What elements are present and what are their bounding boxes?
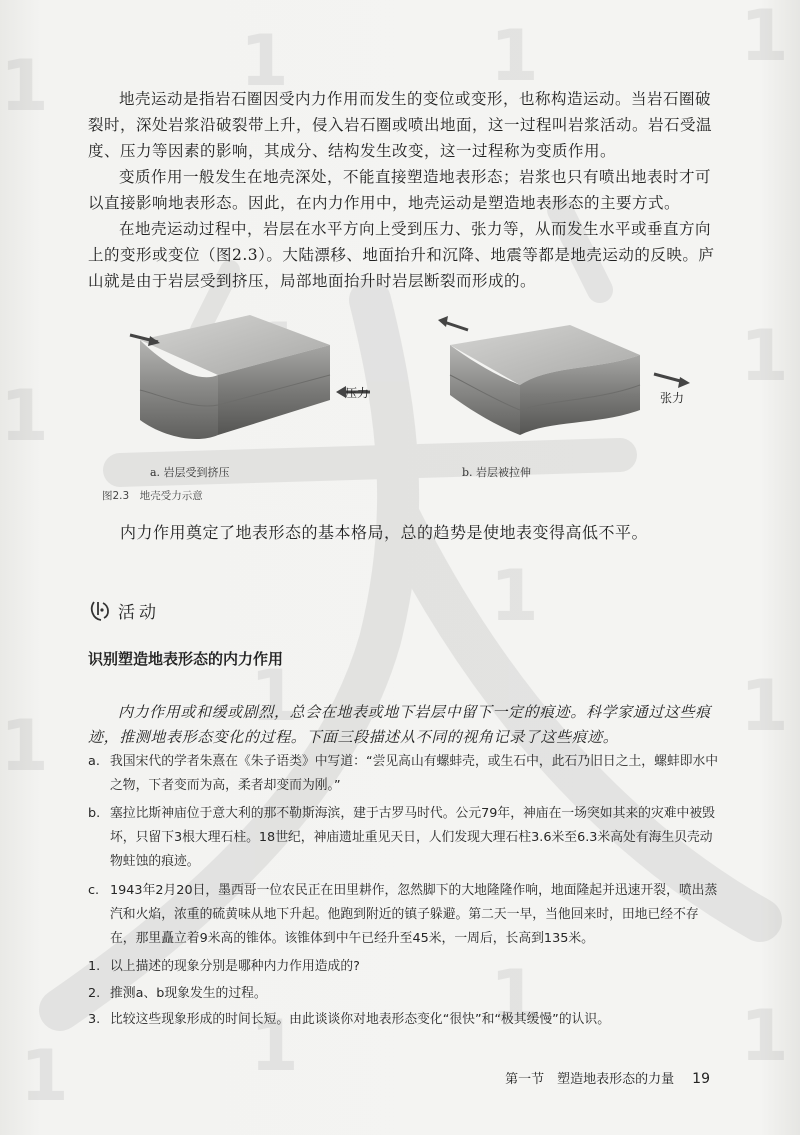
svg-text:1: 1 xyxy=(490,15,539,97)
activity-intro: 内力作用或和缓或剧烈，总会在地表或地下岩层中留下一定的痕迹。科学家通过这些痕迹，推测地表形态变化的过程。下面三段描述从不同的视角记录了这些痕迹。 xyxy=(88,703,711,746)
svg-text:1: 1 xyxy=(740,315,789,397)
svg-text:1: 1 xyxy=(20,1035,69,1117)
question-text: 以上描述的现象分别是哪种内力作用造成的? xyxy=(110,959,360,974)
question-number: 1. xyxy=(88,959,101,974)
caption-compression: a. 岩层受到挤压 xyxy=(150,466,230,479)
item-text: 1943年2月20日，墨西哥一位农民正在田里耕作，忽然脚下的大地隆隆作响，地面隆起并迅速开裂，喷出蒸汽和火焰，浓重的硫黄味从地下升起。他跑到附近的镇子躲避。第二天一早，当他回来时，田地已经不存在，那里矗立着9米高的锥体。该锥体到中午已经升至45米，一周后，长高到135米。 xyxy=(110,883,718,946)
question-text: 比较这些现象形成的时间长短。由此谈谈你对地表形态变化“很快”和“极其缓慢”的认识。 xyxy=(110,1012,611,1027)
page-number: 19 xyxy=(692,1071,710,1087)
svg-text:1: 1 xyxy=(740,665,789,747)
question-item xyxy=(88,955,724,979)
svg-text:1: 1 xyxy=(0,375,49,457)
svg-text:1: 1 xyxy=(0,45,49,127)
list-item xyxy=(88,879,724,951)
svg-text:1: 1 xyxy=(250,1005,299,1087)
item-text: 我国宋代的学者朱熹在《朱子语类》中写道：“尝见高山有螺蚌壳，或生石中，此石乃旧日之土，螺蚌即水中之物，下者变而为高，柔者却变而为刚。” xyxy=(110,754,719,793)
item-marker: b. xyxy=(88,806,101,821)
block-compression xyxy=(130,315,370,439)
page-footer xyxy=(505,1068,710,1087)
paragraph-metamorphism: 变质作用一般发生在地壳深处，不能直接塑造地表形态；岩浆也只有喷出地表时才可以直接影响地表形态。因此，在内力作用中，地壳运动是塑造地表形态的主要方式。 xyxy=(88,168,712,212)
activity-label: 活动 xyxy=(118,603,160,623)
paragraph-crustal-movement: 地壳运动是指岩石圈因受内力作用而发生的变位或变形，也称构造运动。当岩石圈破裂时，深处岩浆沿破裂带上升，侵入岩石圈或喷出地面，这一过程叫岩浆活动。岩石受温度、压力等因素的影响，其成分、结构发生改变，这一过程称为变质作用。 xyxy=(88,90,713,160)
svg-text:1: 1 xyxy=(740,995,789,1077)
question-text: 推测a、b现象发生的过程。 xyxy=(110,986,267,1001)
paragraph-summary: 内力作用奠定了地表形态的基本格局，总的趋势是使地表变得高低不平。 xyxy=(120,523,649,542)
item-marker: a. xyxy=(88,754,100,769)
svg-text:1: 1 xyxy=(490,955,539,1037)
svg-text:1: 1 xyxy=(0,705,49,787)
svg-text:1: 1 xyxy=(740,0,789,77)
question-number: 2. xyxy=(88,986,101,1001)
question-item xyxy=(88,982,724,1006)
list-item xyxy=(88,802,724,874)
svg-text:1: 1 xyxy=(490,555,539,637)
activity-icon xyxy=(90,599,112,623)
activity-header xyxy=(90,598,160,623)
caption-tension: b. 岩层被拉伸 xyxy=(462,466,532,479)
question-number: 3. xyxy=(88,1012,101,1027)
paragraph-deformation: 在地壳运动过程中，岩层在水平方向上受到压力、张力等，从而发生水平或垂直方向上的变形或变位（图2.3）。大陆漂移、地面抬升和沉降、地震等都是地壳运动的反映。庐山就是由于岩层受到挤压，局部地面抬升时岩层断裂而形成的。 xyxy=(88,220,715,290)
block-tension xyxy=(438,316,690,435)
item-marker: c. xyxy=(88,883,100,898)
label-compression: 压力 xyxy=(345,386,370,400)
activity-heading: 识别塑造地表形态的内力作用 xyxy=(88,650,284,668)
label-tension: 张力 xyxy=(660,391,685,405)
question-item xyxy=(88,1008,724,1032)
item-text: 塞拉比斯神庙位于意大利的那不勒斯海滨，建于古罗马时代。公元79年，神庙在一场突如其来的灾难中被毁坏，只留下3根大理石柱。18世纪，神庙遗址重见天日，人们发现大理石柱3.6米至6.3米高处有海生贝壳动物蛀蚀的痕迹。 xyxy=(110,806,715,869)
footer-section-title: 第一节 塑造地表形态的力量 xyxy=(505,1072,675,1087)
list-item xyxy=(88,750,724,798)
figure-title: 图2.3 地壳受力示意 xyxy=(102,490,203,502)
svg-text:1: 1 xyxy=(250,655,299,737)
svg-text:1: 1 xyxy=(240,20,289,102)
